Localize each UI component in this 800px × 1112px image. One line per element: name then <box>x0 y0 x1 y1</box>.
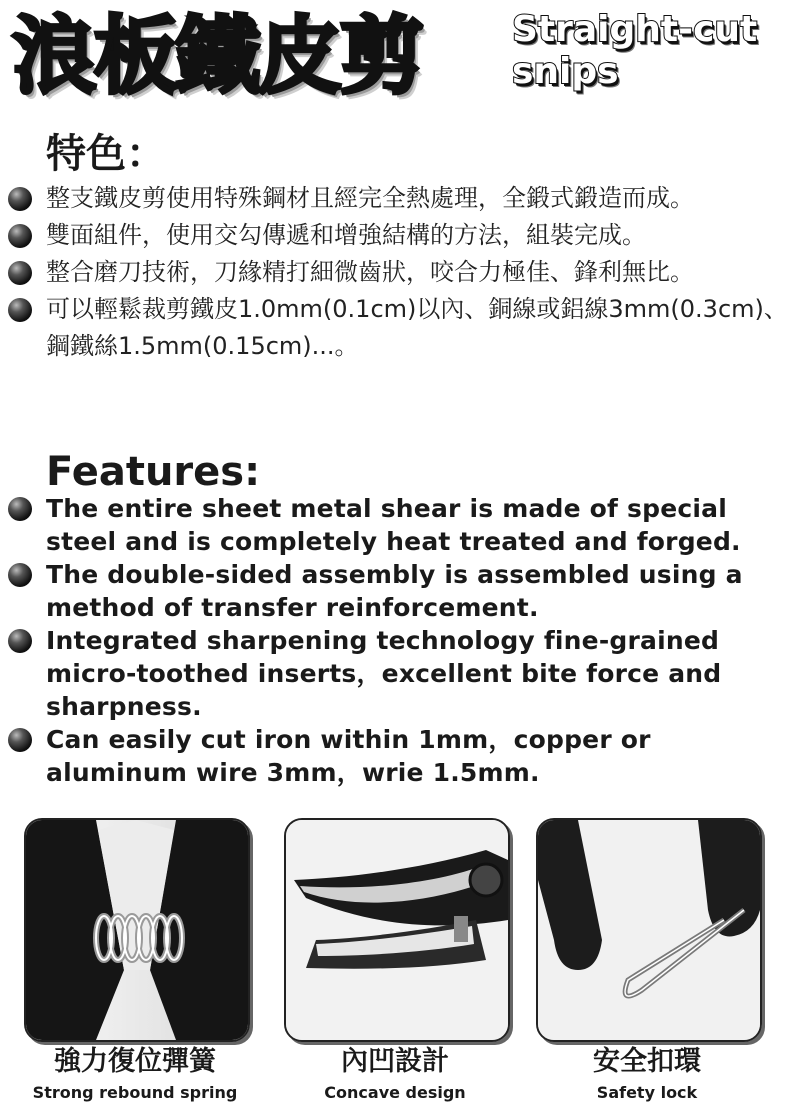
blade-photo <box>284 818 510 1042</box>
caption-concave-en: Concave design <box>324 1083 466 1102</box>
list-item: Integrated sharpening technology fine-grained micro-toothed inserts，excellent bite force and sharpness. <box>0 624 800 723</box>
features-zh-heading: 特色： <box>46 131 166 177</box>
caption-spring-en: Strong rebound spring <box>32 1083 238 1102</box>
title-english <box>512 10 757 92</box>
features-zh-list <box>0 180 800 365</box>
caption-lock-zh: 安全扣環 <box>593 1046 701 1077</box>
spring-photo <box>24 818 250 1042</box>
title-english-line1: Straight-cut <box>512 9 758 50</box>
caption-spring-zh: 強力復位彈簧 <box>54 1046 216 1077</box>
feature-photos <box>0 818 800 1112</box>
list-item: The double-sided assembly is assembled using a method of transfer reinforcement. <box>0 558 800 624</box>
list-item: The entire sheet metal shear is made of special steel and is completely heat treated and forged. <box>0 492 800 558</box>
bullet-icon <box>8 563 32 587</box>
caption-lock-en: Safety lock <box>596 1083 698 1102</box>
title-english-line2: snips <box>512 51 619 92</box>
bullet-icon <box>8 298 32 322</box>
list-item: 整合磨刀技術，刀緣精打細微齒狀，咬合力極佳、鋒利無比。 <box>0 254 800 291</box>
bullet-icon <box>8 187 32 211</box>
list-item: 雙面組件，使用交勾傳遞和增強結構的方法，組裝完成。 <box>0 217 800 254</box>
bullet-icon <box>8 497 32 521</box>
bullet-icon <box>8 629 32 653</box>
list-item: 可以輕鬆裁剪鐵皮1.0mm(0.1cm)以內、銅線或鋁線3mm(0.3cm)、鋼鐵絲1.5mm(0.15cm)...。 <box>0 291 800 365</box>
list-item: 整支鐵皮剪使用特殊鋼材且經完全熱處理，全鍛式鍛造而成。 <box>0 180 800 217</box>
lock-illustration <box>538 820 760 1040</box>
blade-illustration <box>286 820 508 1040</box>
bullet-icon <box>8 224 32 248</box>
caption-concave-zh: 內凹設計 <box>341 1046 449 1077</box>
bullet-icon <box>8 728 32 752</box>
lock-photo <box>536 818 762 1042</box>
features-en-heading: Features: <box>46 449 261 495</box>
features-en-list <box>0 492 800 789</box>
title-chinese: 浪板鐵皮剪 <box>12 7 423 105</box>
bullet-icon <box>8 261 32 285</box>
spring-illustration <box>26 820 248 1040</box>
list-item: Can easily cut iron within 1mm，copper or aluminum wire 3mm，wrie 1.5mm. <box>0 723 800 789</box>
